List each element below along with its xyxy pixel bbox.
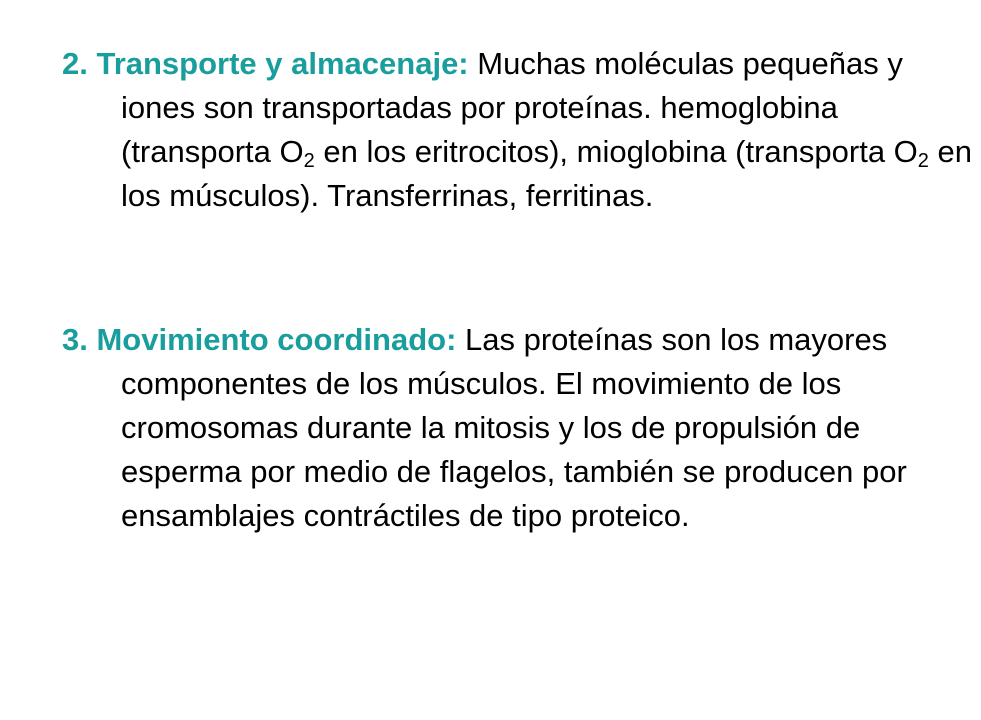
text-transporte-3: en los músculos). Transferrinas, ferritinas. xyxy=(121,134,973,213)
subscript-o2-2: 2 xyxy=(917,150,929,172)
paragraph-transporte xyxy=(62,42,981,218)
text-transporte-2: en los eritrocitos), mioglobina (transporta O xyxy=(314,134,918,169)
subscript-o2-1: 2 xyxy=(303,150,315,172)
text-transporte-1: Muchas moléculas pequeñas y iones son transportadas por proteínas. hemoglobina (transporta O xyxy=(121,46,903,169)
paragraph-movimiento xyxy=(62,318,981,538)
heading-movimiento: 3. Movimiento coordinado: xyxy=(62,322,457,357)
heading-transporte: 2. Transporte y almacenaje: xyxy=(62,46,469,81)
text-movimiento: Las proteínas son los mayores componentes de los músculos. El movimiento de los cromosomas durante la mitosis y los de propulsión de esperma por medio de flagelos, también se producen por ensamblajes contráctiles de tipo proteico. xyxy=(121,322,907,533)
